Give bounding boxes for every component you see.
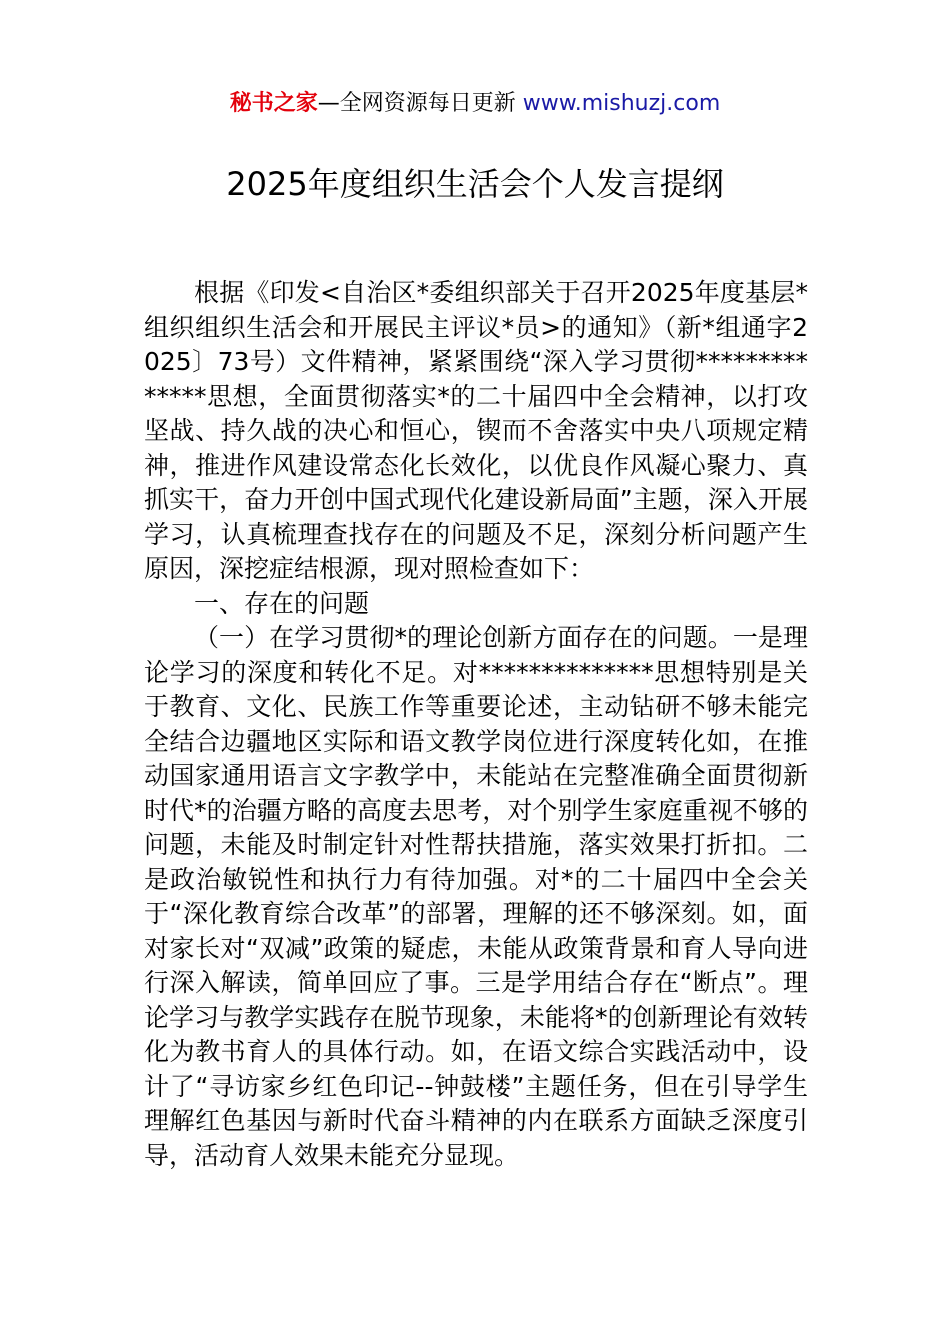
site-header	[0, 88, 950, 120]
document-title: 2025年度组织生活会个人发言提纲	[226, 165, 724, 203]
site-tagline: —全网资源每日更新	[317, 91, 523, 116]
site-url[interactable]: www.mishuzj.com	[522, 91, 721, 116]
document-body	[144, 276, 808, 1173]
site-brand: 秘书之家	[229, 91, 318, 116]
problem-paragraph: （一）在学习贯彻*的理论创新方面存在的问题。一是理论学习的深度和转化不足。对**************思想特别是关于教育、文化、民族工作等重要论述，主动钻研不够未能完全结合边疆地区实际和语文教学岗位进行深度转化如，在推动国家通用语言文字教学中，未能站在完整准确全面贯彻新时代*的治疆方略的高度去思考，对个别学生家庭重视不够的问题，未能及时制定针对性帮扶措施，落实效果打折扣。二是政治敏锐性和执行力有待加强。对*的二十届四中全会关于“深化教育综合改革”的部署，理解的还不够深刻。如，面对家长对“双减”政策的疑虑，未能从政策背景和育人导向进行深入解读，简单回应了事。三是学用结合存在“断点”。理论学习与教学实践存在脱节现象，未能将*的创新理论有效转化为教书育人的具体行动。如，在语文综合实践活动中，设计了“寻访家乡红色印记--钟鼓楼”主题任务，但在引导学生理解红色基因与新时代奋斗精神的内在联系方面缺乏深度引导，活动育人效果未能充分显现。	[144, 623, 808, 1170]
intro-paragraph: 根据《印发<自治区*委组织部关于召开2025年度基层*组织组织生活会和开展民主评议*员>的通知》（新*组通字2025〕73号）文件精神，紧紧围绕“深入学习贯彻**************思想，全面贯彻落实*的二十届四中全会精神，以打攻坚战、持久战的决心和恒心，锲而不舍落实中央八项规定精神，推进作风建设常态化长效化，以优良作风凝心聚力、真抓实干，奋力开创中国式现代化建设新局面”主题，深入开展学习，认真梳理查找存在的问题及不足，深刻分析问题产生原因，深挖症结根源，现对照检查如下：	[144, 278, 808, 583]
section-heading: 一、存在的问题	[194, 588, 370, 618]
